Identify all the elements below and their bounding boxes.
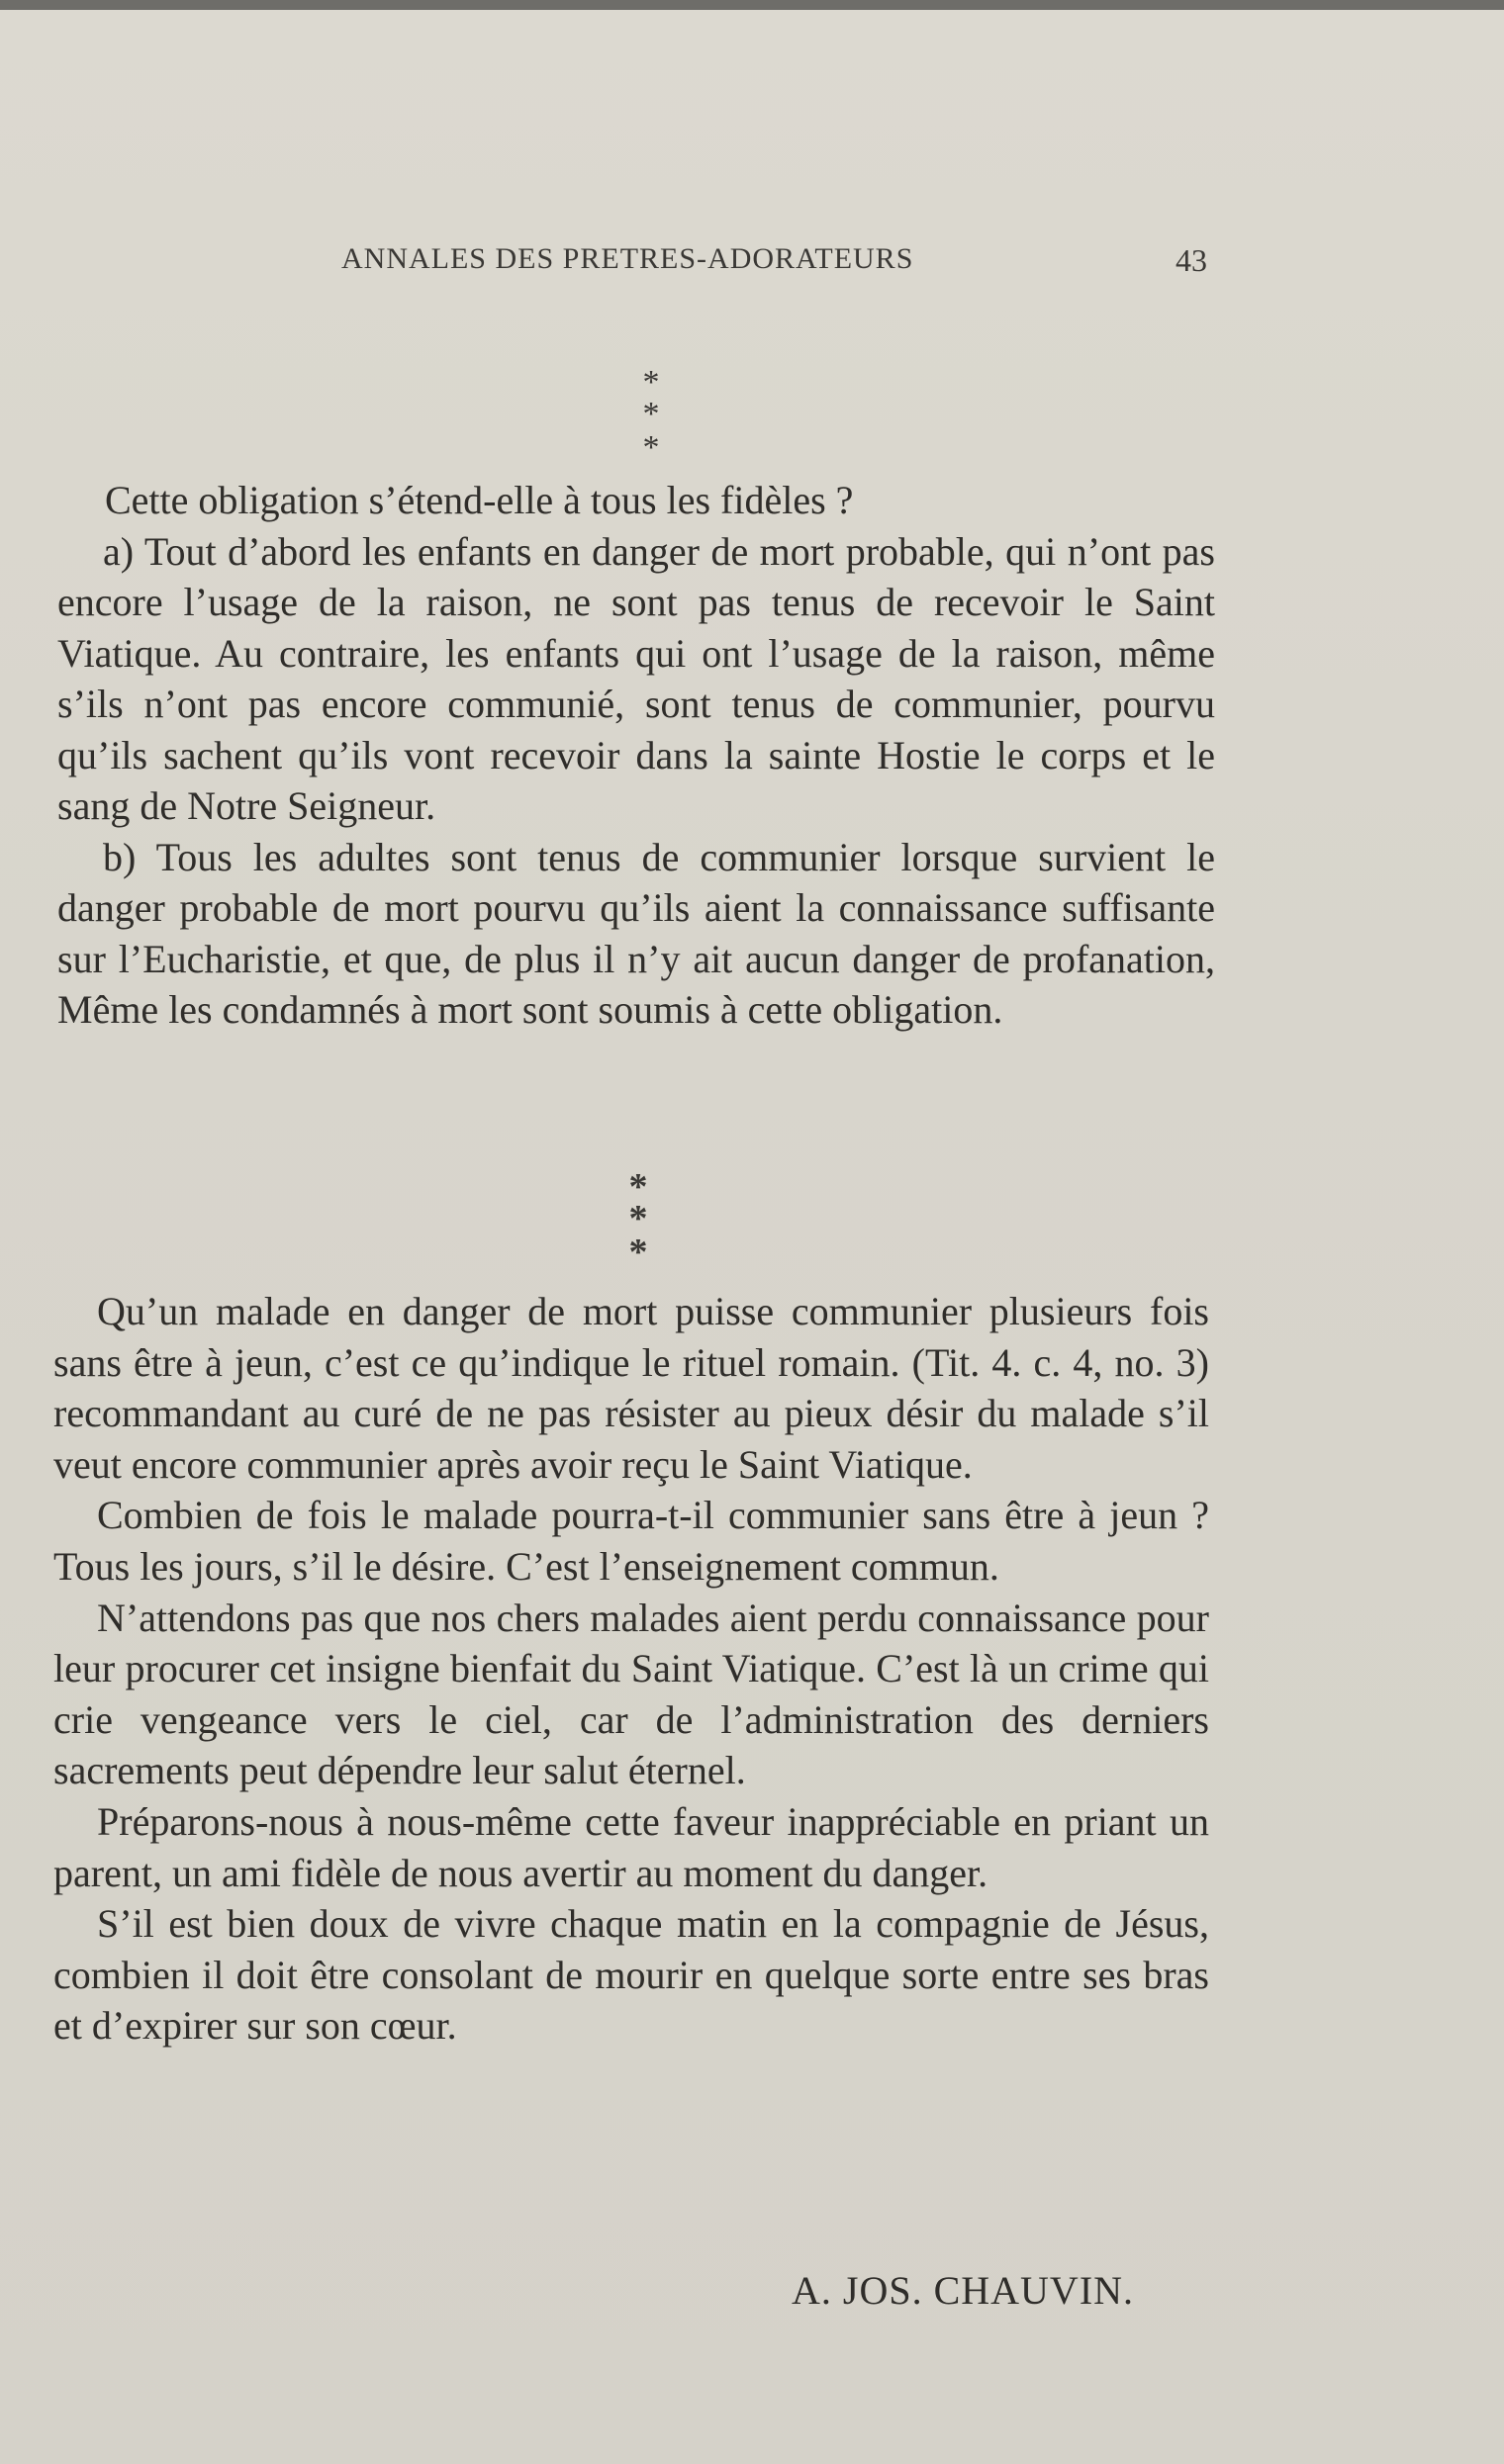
paragraph: N’attendons pas que nos chers malades aient perdu connaissance pour leur procurer cet insigne bienfait du Saint Viatique. C’est là un crime qui crie vengeance vers le ciel, car de l’administration des derniers sacrements peut dépendre leur salut éternel. [53, 1595, 1209, 1793]
paragraph: Cette obligation s’étend-elle à tous les fidèles ? [105, 478, 854, 522]
section-viatique [53, 1286, 1209, 2052]
asterism-separator [607, 364, 696, 466]
paragraph: Combien de fois le malade pourra-t-il communier sans être à jeun ? Tous les jours, s’il le désire. C’est l’enseignement commun. [53, 1493, 1209, 1589]
page-top-edge [0, 0, 1504, 10]
asterism-separator [594, 1166, 683, 1273]
section-obligation [57, 475, 1215, 1036]
asterism-top: * [628, 1166, 648, 1208]
paragraph: Préparons-nous à nous-même cette faveur inappréciable en priant un parent, un ami fidèle de nous avertir au moment du danger. [53, 1798, 1209, 1895]
asterism-bottom: * * [642, 396, 678, 466]
asterism-bottom: * * [628, 1198, 666, 1273]
paragraph: a) Tout d’abord les enfants en danger de mort probable, qui n’ont pas encore l’usage de la raison, ne sont pas tenus de recevoir le Saint Viatique. Au contraire, les enfants qui ont l’usage de la raison, même s’ils n’ont pas encore communié, sont tenus de communier, pourvu qu’ils sachent qu’ils vont recevoir dans la sainte Hostie le corps et le sang de Notre Seigneur. [57, 528, 1215, 828]
asterism-top: * [642, 364, 660, 401]
page-number: 43 [1175, 242, 1207, 278]
paragraph: Qu’un malade en danger de mort puisse communier plusieurs fois sans être à jeun, c’est ce qu’indique le rituel romain. (Tit. 4. c. 4, no. 3) recommandant au curé de ne pas résister au pieux désir du malade s’il veut encore communier après avoir reçu le Saint Viatique. [53, 1289, 1209, 1487]
running-title: ANNALES DES PRETRES-ADORATEURS [341, 242, 914, 275]
author-signature: A. JOS. CHAUVIN. [792, 2268, 1135, 2313]
paragraph: S’il est bien doux de vivre chaque matin en la compagnie de Jésus, combien il doit être consolant de mourir en quelque sorte entre ses bras et d’expirer sur son cœur. [53, 1901, 1209, 2049]
paragraph: b) Tous les adultes sont tenus de communier lorsque survient le danger probable de mort pourvu qu’ils aient la connaissance suffisante sur l’Eucharistie, et que, de plus il n’y ait aucun danger de profanation, Même les condamnés à mort sont soumis à cette obligation. [57, 834, 1215, 1032]
